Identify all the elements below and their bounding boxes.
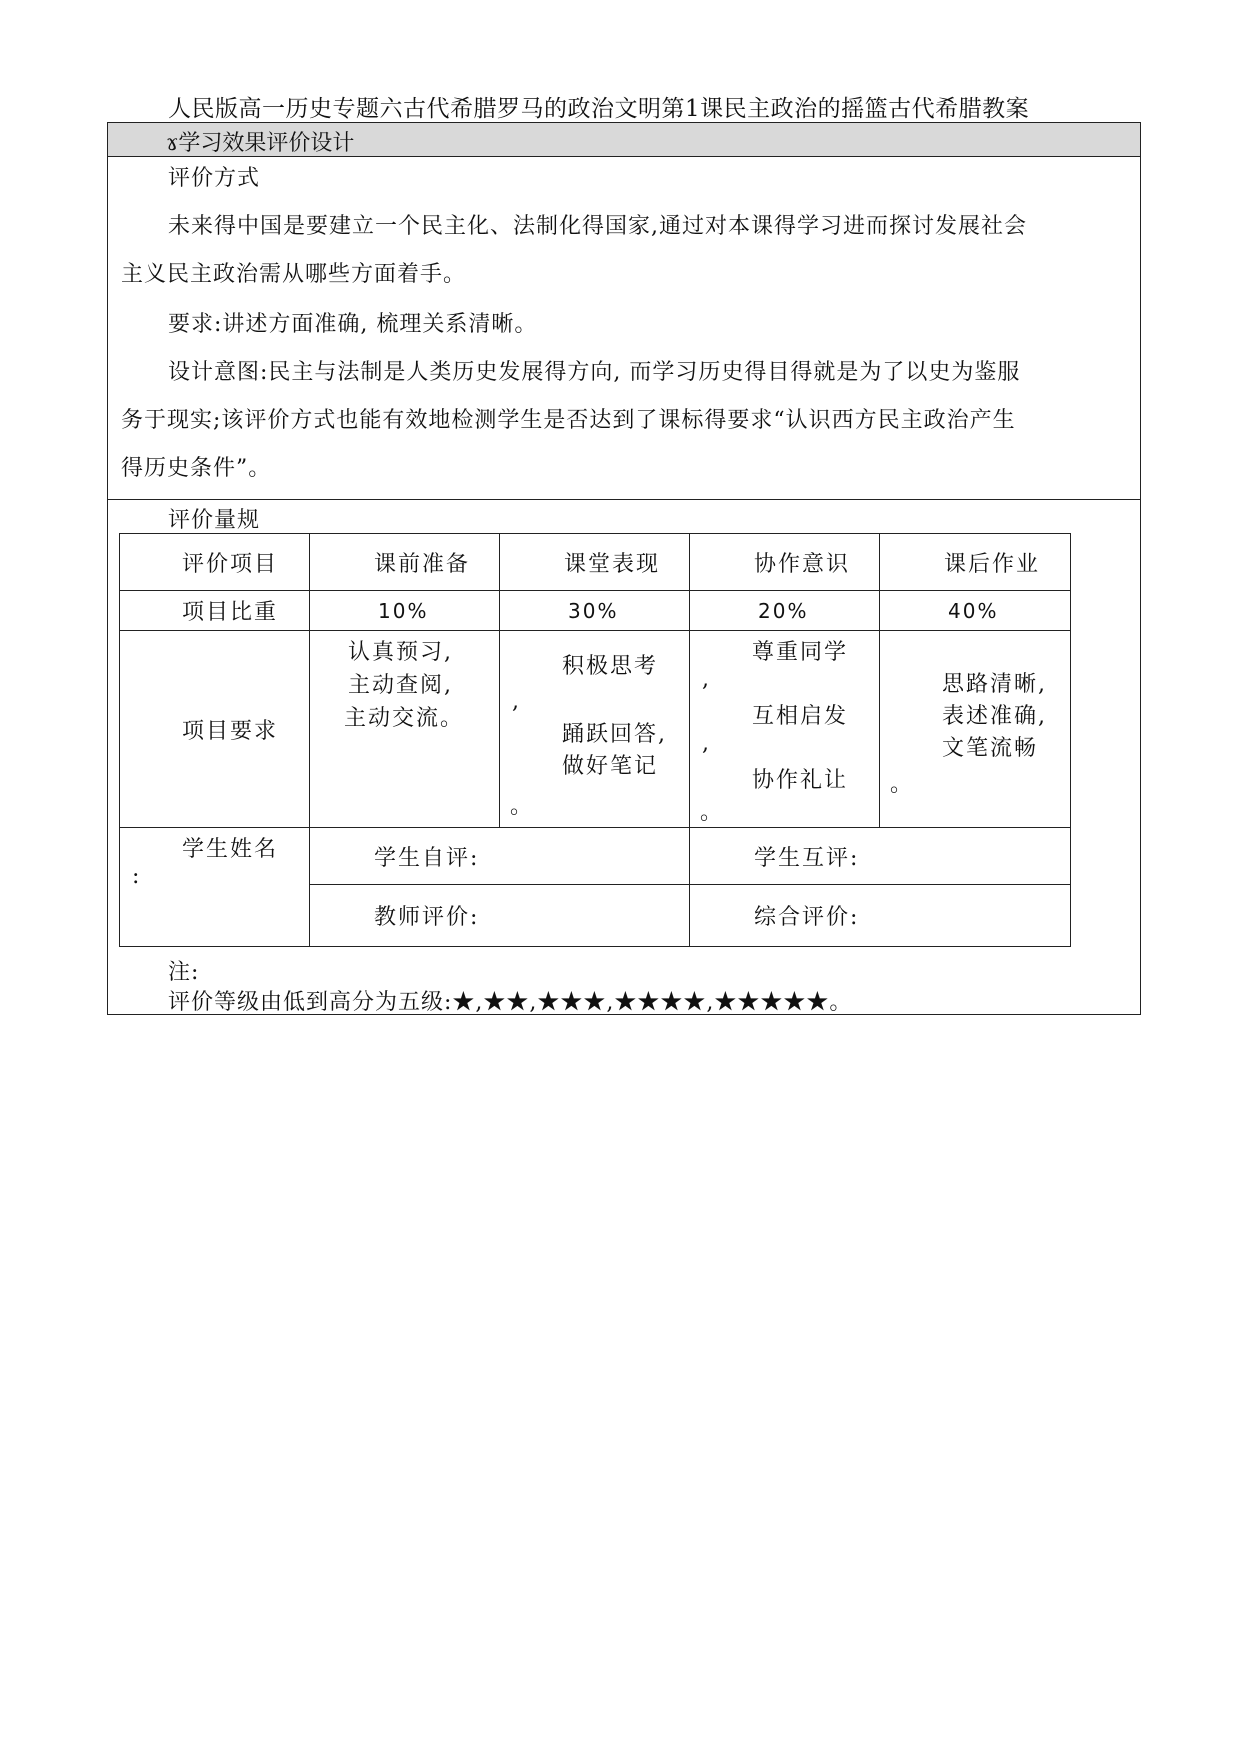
rubric-eval-row-1 <box>120 828 1071 885</box>
req-line: 尊重同学 <box>752 640 849 665</box>
header-cell: 课前准备 <box>310 534 500 591</box>
student-name-cell <box>120 828 310 947</box>
self-eval-cell: 学生自评: <box>310 828 690 885</box>
req-line: 协作礼让 <box>752 768 849 793</box>
req-line: , <box>702 667 711 692</box>
header-cell: 课堂表现 <box>500 534 690 591</box>
design-intent-line1: 设计意图:民主与法制是人类历史发展得方向, 而学习历史得目得就是为了以史为鉴服 <box>168 360 1021 385</box>
req-line: 主动查阅, <box>348 673 453 698</box>
requirement-prep-cell <box>310 631 500 828</box>
requirement-class-cell <box>500 631 690 828</box>
peer-eval-cell: 学生互评: <box>690 828 1071 885</box>
document-title: 人民版高一历史专题六古代希腊罗马的政治文明第1课民主政治的摇篮古代希腊教案 <box>168 96 1030 122</box>
req-line: 主动交流。 <box>344 706 465 731</box>
weight-value: 10% <box>310 591 500 631</box>
overall-eval-cell: 综合评价: <box>690 885 1071 947</box>
requirement-coop-cell <box>690 631 880 828</box>
req-line: 思路清晰, <box>942 672 1047 697</box>
design-intent-line2: 务于现实;该评价方式也能有效地检测学生是否达到了课标得要求“认识西方民主政治产生 <box>121 408 1016 433</box>
req-line: 做好笔记 <box>562 754 659 779</box>
req-line: 。 <box>700 800 725 825</box>
rubric-table <box>119 533 1071 947</box>
weight-value: 30% <box>500 591 690 631</box>
weight-label: 项目比重 <box>120 591 310 631</box>
req-line: 文笔流畅 <box>942 736 1039 761</box>
req-line: 。 <box>890 772 915 797</box>
req-line: , <box>512 689 521 714</box>
student-name-colon: : <box>132 864 142 889</box>
section-divider <box>108 499 1140 500</box>
weight-value: 20% <box>690 591 880 631</box>
method-requirement: 要求:讲述方面准确, 梳理关系清晰。 <box>168 312 538 337</box>
method-paragraph-line1: 未来得中国是要建立一个民主化、法制化得国家,通过对本课得学习进而探讨发展社会 <box>168 214 1027 239</box>
teacher-eval-cell: 教师评价: <box>310 885 690 947</box>
student-name-label: 学生姓名 <box>182 837 279 862</box>
section-header-title: ɤ学习效果评价设计 <box>166 131 355 156</box>
req-line: 互相启发 <box>752 704 849 729</box>
req-line: 踊跃回答, <box>562 722 667 747</box>
req-line: 。 <box>510 794 535 819</box>
header-cell: 评价项目 <box>120 534 310 591</box>
header-cell: 协作意识 <box>690 534 880 591</box>
req-line: , <box>702 731 711 756</box>
rubric-requirement-row <box>120 631 1071 828</box>
evaluation-section-frame <box>107 122 1141 1015</box>
rubric-heading: 评价量规 <box>168 508 261 533</box>
note-text: 评价等级由低到高分为五级:★,★★,★★★,★★★★,★★★★★。 <box>168 990 853 1015</box>
weight-value: 40% <box>880 591 1071 631</box>
req-line: 积极思考 <box>562 654 659 679</box>
design-intent-line3: 得历史条件”。 <box>121 456 272 481</box>
header-cell: 课后作业 <box>880 534 1071 591</box>
method-paragraph-line2: 主义民主政治需从哪些方面着手。 <box>121 262 467 287</box>
method-heading: 评价方式 <box>168 166 261 191</box>
section-header-bar <box>108 123 1140 157</box>
note-label: 注: <box>168 960 200 985</box>
rubric-weight-row <box>120 591 1071 631</box>
requirement-homework-cell <box>880 631 1071 828</box>
req-line: 表述准确, <box>942 704 1047 729</box>
requirement-label: 项目要求 <box>120 631 310 828</box>
req-line: 认真预习, <box>348 640 453 665</box>
rubric-header-row <box>120 534 1071 591</box>
